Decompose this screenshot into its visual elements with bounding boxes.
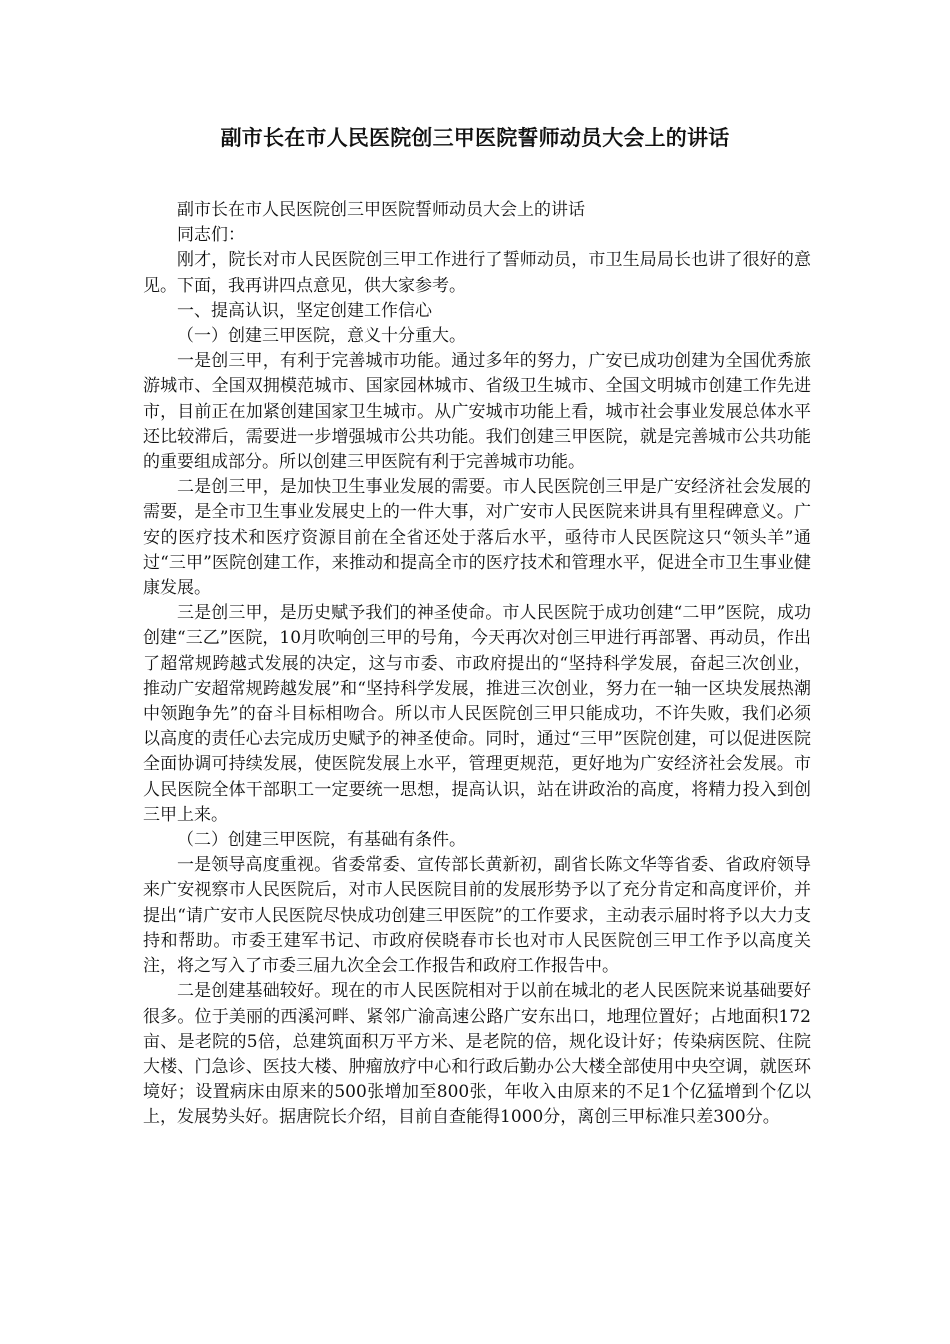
paragraph: 一是领导高度重视。省委常委、宣传部长黄新初，副省长陈文华等省委、省政府领导来广安视察市人民医院后，对市人民医院目前的发展形势予以了充分肯定和高度评价，并提出“请广安市人民医院尽快成功创建三甲医院”的工作要求，主动表示届时将予以大力支持和帮助。市委王建军书记、市政府侯晓春市长也对市人民医院创三甲工作予以高度关注，将之写入了市委三届九次全会工作报告和政府工作报告中。 [143, 855, 811, 977]
paragraph: 二是创三甲，是加快卫生事业发展的需要。市人民医院创三甲是广安经济社会发展的需要，是全市卫生事业发展史上的一件大事，对广安市人民医院来讲具有里程碑意义。广安的医疗技术和医疗资源目前在全省还处于落后水平，亟待市人民医院这只“领头羊”通过“三甲”医院创建工作，来推动和提高全市的医疗技术和管理水平，促进全市卫生事业健康发展。 [143, 477, 811, 599]
subsection-heading: （一）创建三甲医院，意义十分重大。 [177, 326, 466, 347]
paragraph-salutation: 同志们： [177, 225, 245, 246]
section-heading: 一、提高认识，坚定创建工作信心 [177, 300, 432, 321]
document-body [143, 198, 811, 1131]
paragraph: 一是创三甲，有利于完善城市功能。通过多年的努力，广安已成功创建为全国优秀旅游城市、全国双拥模范城市、国家园林城市、省级卫生城市、全国文明城市创建工作先进市，目前正在加紧创建国家卫生城市。从广安城市功能上看，城市社会事业发展总体水平还比较滞后，需要进一步增强城市公共功能。我们创建三甲医院，就是完善城市公共功能的重要组成部分。所以创建三甲医院有利于完善城市功能。 [143, 351, 811, 473]
subsection-heading: （二）创建三甲医院，有基础有条件。 [177, 830, 466, 851]
document-title: 副市长在市人民医院创三甲医院誓师动员大会上的讲话 [220, 126, 730, 150]
paragraph: 三是创三甲，是历史赋予我们的神圣使命。市人民医院于成功创建“二甲”医院，成功创建“三乙”医院，10月吹响创三甲的号角，今天再次对创三甲进行再部署、再动员，作出了超常规跨越式发展的决定，这与市委、市政府提出的“坚持科学发展，奋起三次创业，推动广安超常规跨越发展”和“坚持科学发展，推进三次创业，努力在一轴一区块发展热潮中领跑争先”的奋斗目标相吻合。所以市人民医院创三甲只能成功，不许失败，我们必须以高度的责任心去完成历史赋予的神圣使命。同时，通过“三甲”医院创建，可以促进医院全面协调可持续发展，使医院发展上水平，管理更规范，更好地为广安经济社会发展。市人民医院全体干部职工一定要统一思想，提高认识，站在讲政治的高度，将精力投入到创三甲上来。 [143, 603, 812, 825]
paragraph: 二是创建基础较好。现在的市人民医院相对于以前在城北的老人民医院来说基础要好很多。位于美丽的西溪河畔、紧邻广渝高速公路广安东出口，地理位置好；占地面积172亩、是老院的5倍，总建筑面积万平方米、是老院的倍，规化设计好；传染病医院、住院大楼、门急诊、医技大楼、肿瘤放疗中心和行政后勤办公大楼全部使用中央空调，就医环境好；设置病床由原来的500张增加至800张，年收入由原来的不足1个亿猛增到个亿以上，发展势头好。据唐院长介绍，目前自查能得1000分，离创三甲标准只差300分。 [143, 981, 811, 1128]
paragraph-subtitle: 副市长在市人民医院创三甲医院誓师动员大会上的讲话 [177, 200, 585, 220]
paragraph: 刚才，院长对市人民医院创三甲工作进行了誓师动员，市卫生局局长也讲了很好的意见。下面，我再讲四点意见，供大家参考。 [143, 250, 811, 296]
